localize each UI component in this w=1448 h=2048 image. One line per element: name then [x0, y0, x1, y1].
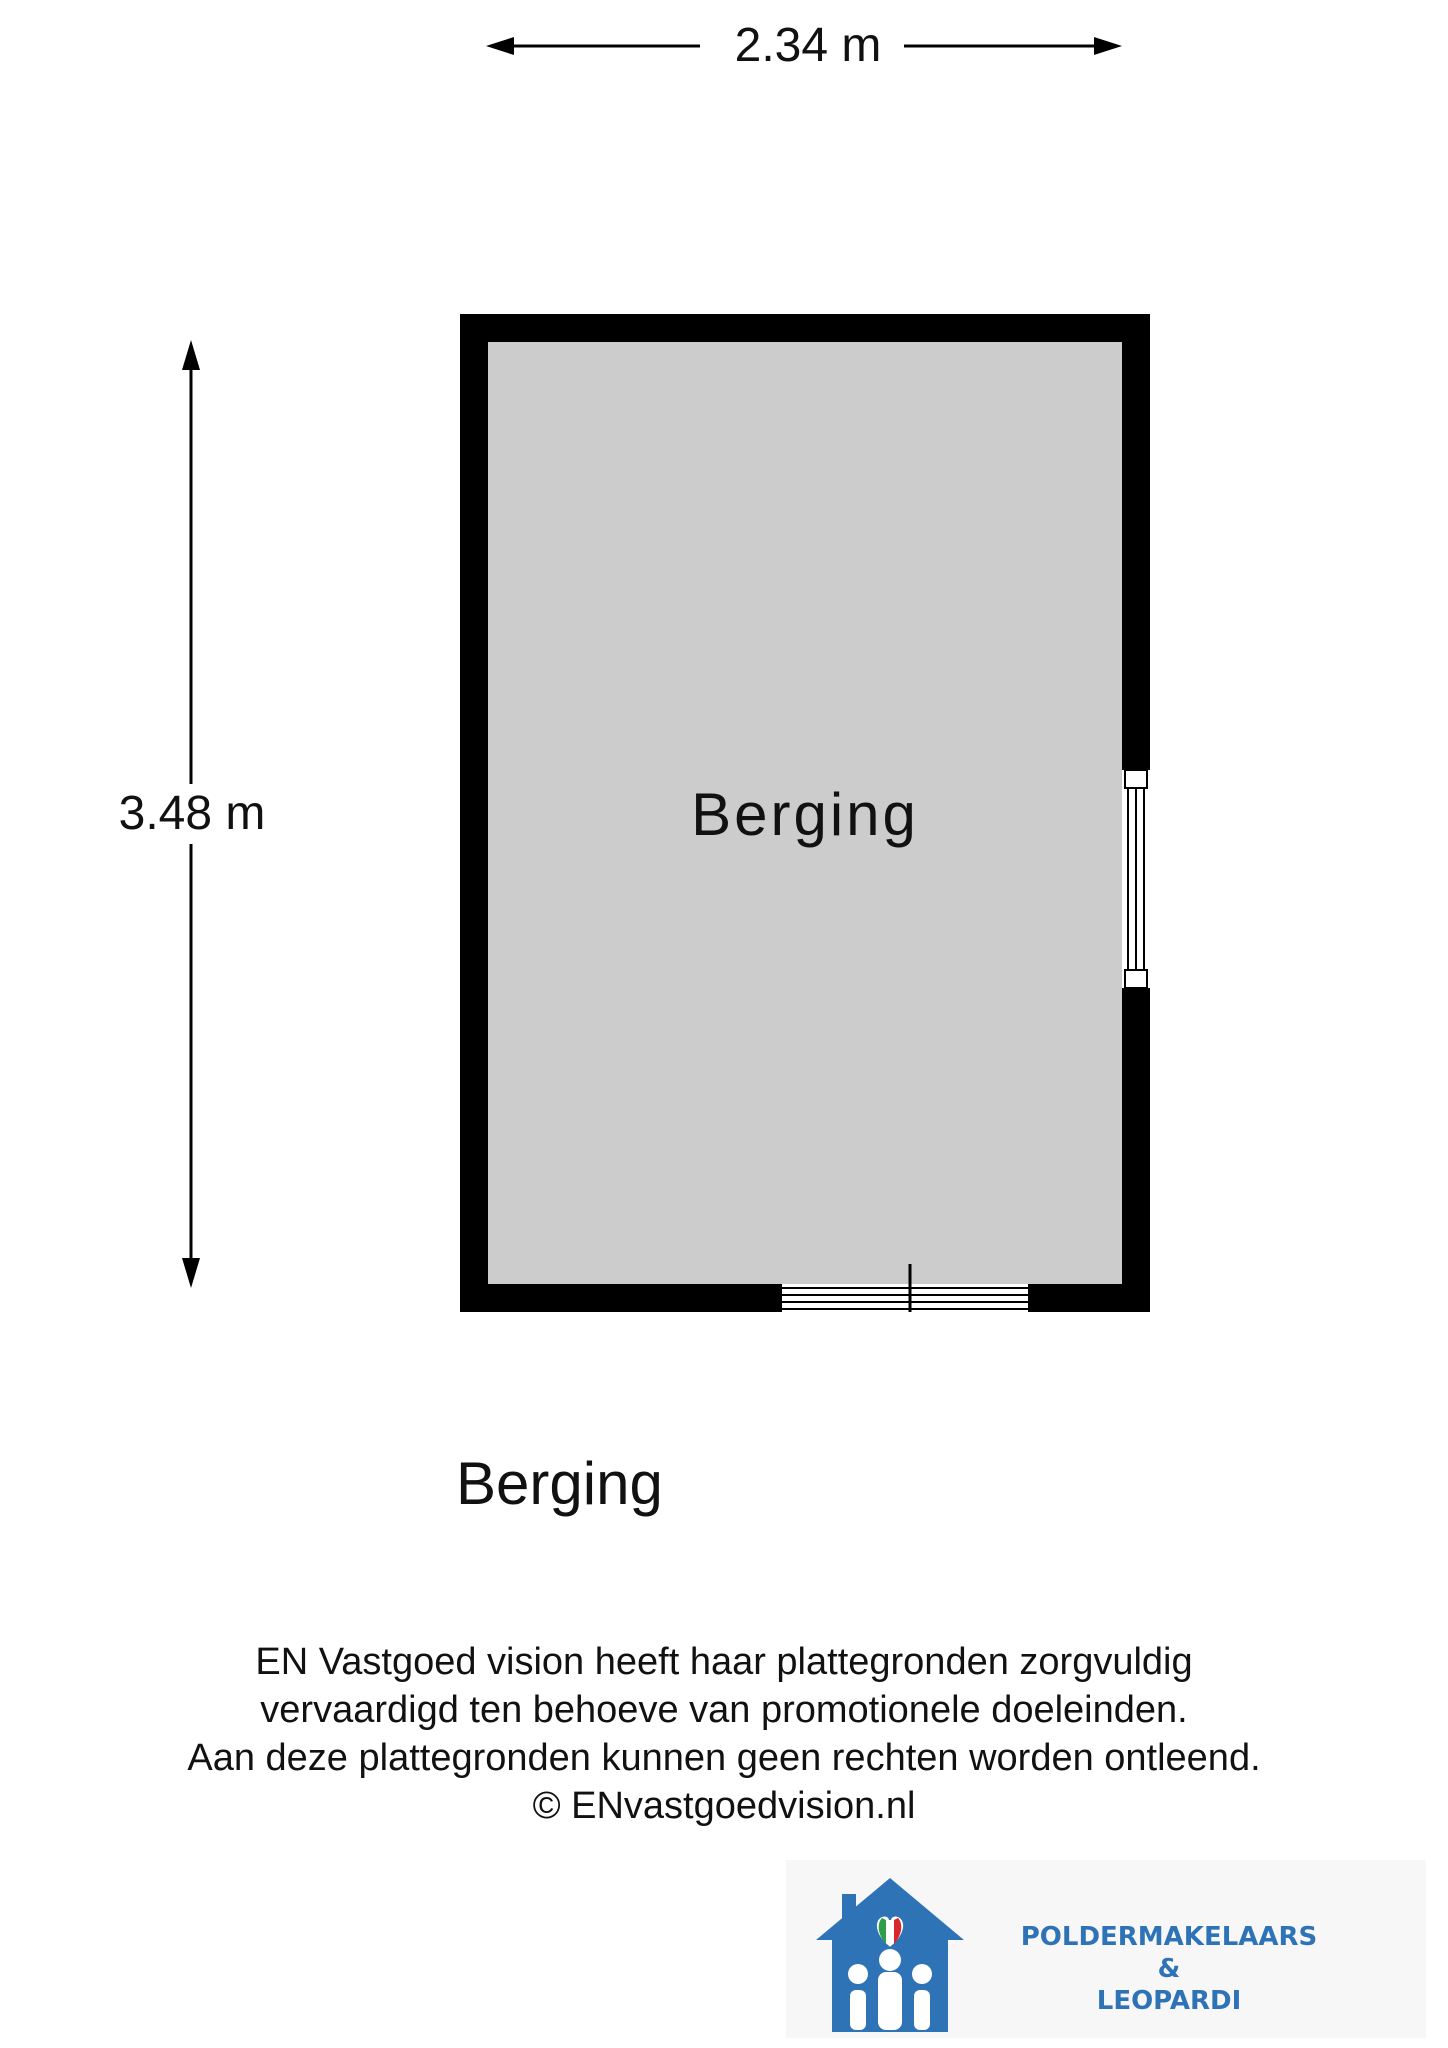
width-value: 2.34 m — [721, 19, 896, 72]
arrow-down-icon — [182, 1258, 200, 1288]
logo-line-2: & — [1157, 1954, 1181, 1984]
arrow-up-icon — [182, 340, 200, 370]
disclaimer-line: EN Vastgoed vision heeft haar plattegronden zorgvuldig — [255, 1641, 1193, 1683]
logo-line-1: POLDERMAKELAARS — [1020, 1922, 1318, 1952]
width-dimension-label — [0, 18, 1448, 74]
disclaimer-line: vervaardigd ten behoeve van promotionele doeleinden. — [260, 1689, 1188, 1731]
plan-title: Berging — [456, 1450, 663, 1517]
copyright-line: © ENvastgoedvision.nl — [532, 1785, 916, 1827]
disclaimer — [0, 1638, 1448, 1830]
disclaimer-line: Aan deze plattegronden kunnen geen rechten worden ontleend. — [187, 1737, 1261, 1779]
depth-dimension-label: 3.48 m — [92, 784, 292, 844]
logo-text — [1004, 1921, 1334, 2017]
logo-line-3: LEOPARDI — [1096, 1986, 1242, 2016]
room-label: Berging — [691, 781, 919, 848]
